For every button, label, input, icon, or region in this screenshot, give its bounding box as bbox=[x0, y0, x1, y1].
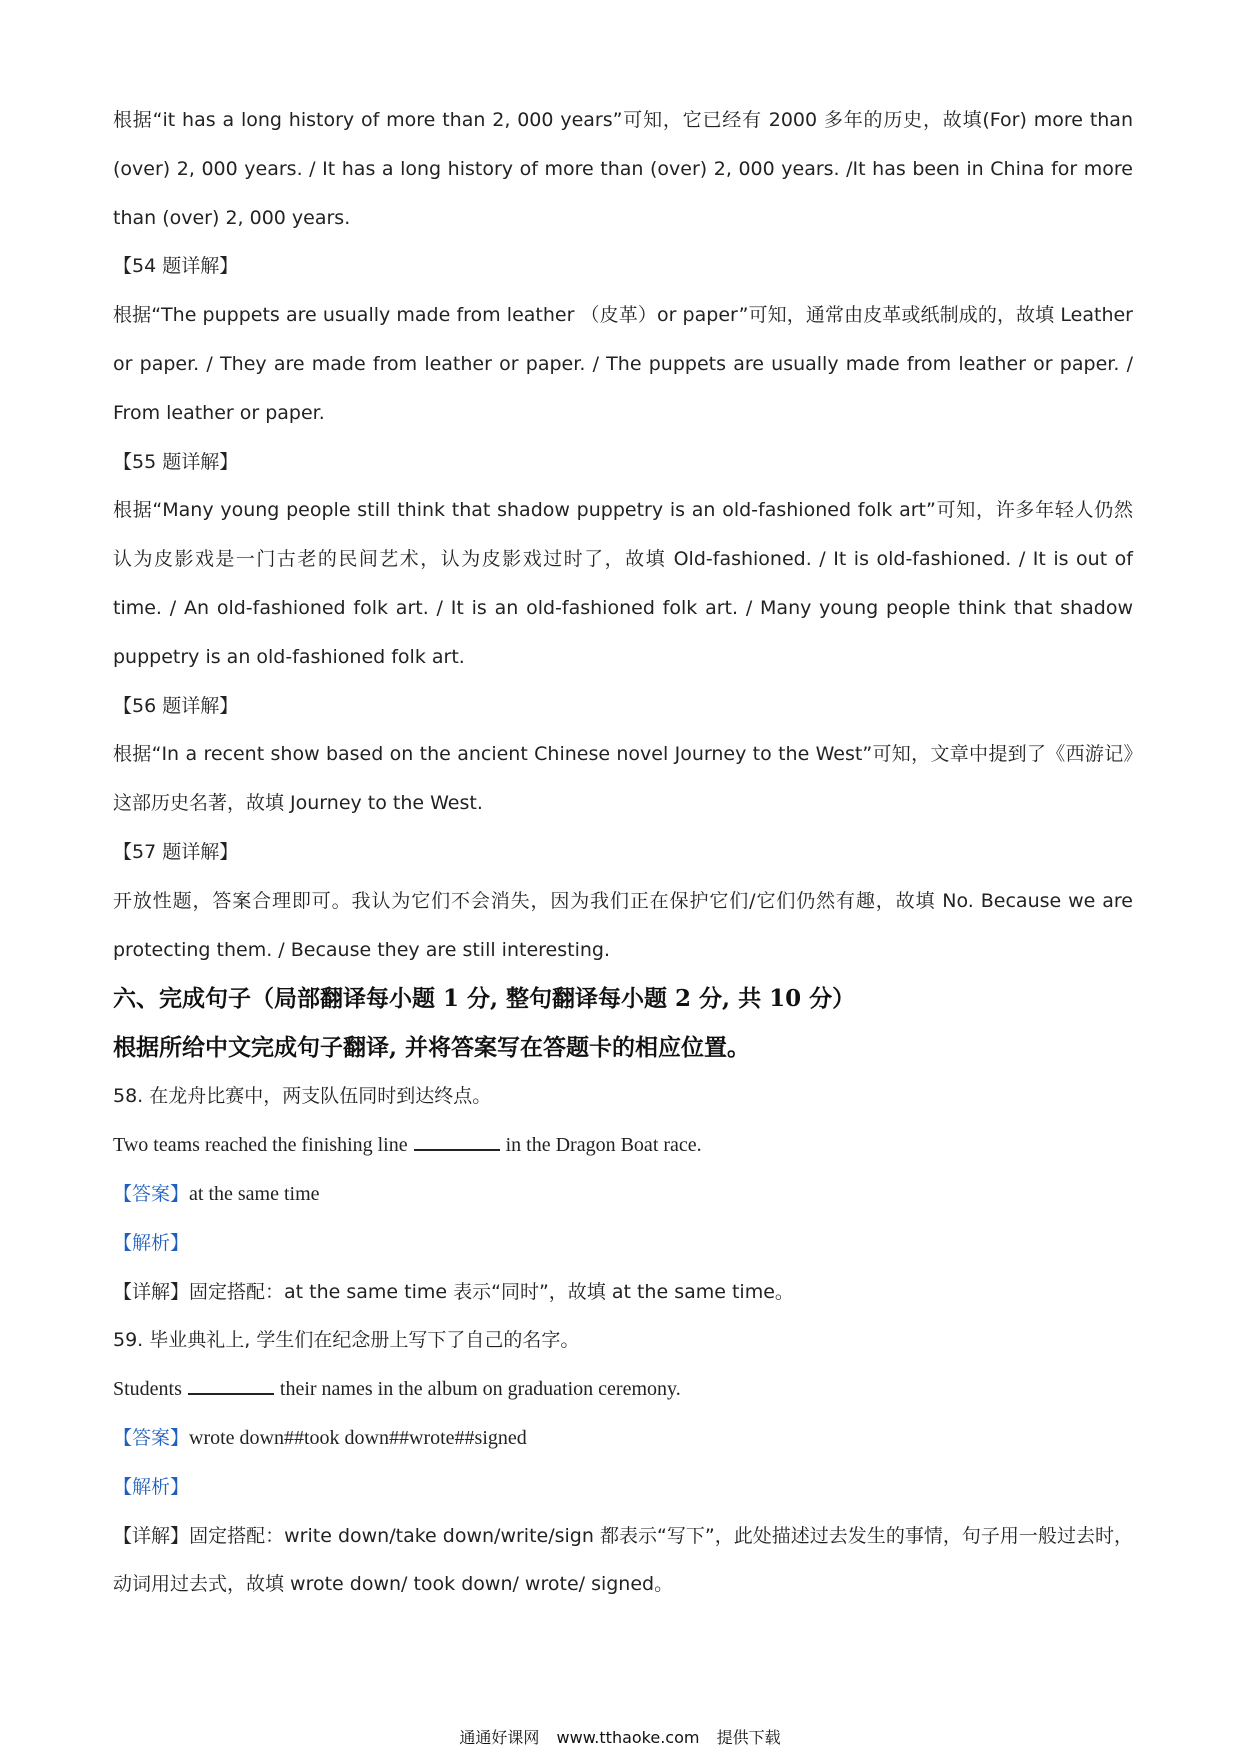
document-page bbox=[113, 96, 1133, 1609]
q58-detail-tag: 【详解】 bbox=[113, 1280, 190, 1303]
q54-heading: 【54 题详解】 bbox=[113, 255, 239, 278]
q53-explanation: 根据“it has a long history of more than 2, 000 years”可知，它已经有 2000 多年的历史，故填(For) more than (over) 2, 000 years. / It has a long history of more than (over) 2, 000 years. /It has been in China for more than (over) 2, 000 years. bbox=[113, 109, 1133, 229]
page-footer bbox=[0, 1725, 1240, 1748]
q54-explanation: 根据“The puppets are usually made from leather （皮革）or paper”可知，通常由皮革或纸制成的，故填 Leather or paper. / They are made from leather or paper. / The puppets are usually made from leather or paper. / From leather or paper. bbox=[113, 304, 1133, 424]
q59-detail-line bbox=[113, 1512, 1133, 1610]
q58-answer-tag: 【答案】 bbox=[113, 1182, 190, 1205]
q59-prompt: 59. 毕业典礼上, 学生们在纪念册上写下了自己的名字。 bbox=[113, 1329, 580, 1352]
q59-answer-tag: 【答案】 bbox=[113, 1426, 190, 1449]
footer-site-name: 通通好课网 bbox=[459, 1728, 540, 1747]
section6-instruction: 根据所给中文完成句子翻译, 并将答案写在答题卡的相应位置。 bbox=[113, 1034, 751, 1062]
q58-sentence-after: in the Dragon Boat race. bbox=[505, 1134, 702, 1157]
q58-answer-blank bbox=[414, 1131, 500, 1151]
q58-detail: 固定搭配：at the same time 表示“同时”，故填 at the same time。 bbox=[189, 1280, 794, 1303]
q58-analysis-tag: 【解析】 bbox=[113, 1231, 190, 1254]
q59-answer-blank bbox=[188, 1375, 274, 1395]
q59-analysis-tag: 【解析】 bbox=[113, 1475, 190, 1498]
q58-answer: at the same time bbox=[189, 1182, 320, 1205]
q59-detail: 固定搭配：write down/take down/write/sign 都表示“写下”，此处描述过去发生的事情，句子用一般过去时，动词用过去式，故填 wrote down/ took down/ wrote/ signed。 bbox=[113, 1524, 1133, 1596]
q59-detail-tag: 【详解】 bbox=[113, 1524, 190, 1547]
q56-explanation: 根据“In a recent show based on the ancient Chinese novel Journey to the West”可知，文章中提到了《西游记》这部历史名著，故填 Journey to the West. bbox=[113, 743, 1133, 815]
section6-title: 六、完成句子（局部翻译每小题 1 分, 整句翻译每小题 2 分, 共 10 分） bbox=[113, 985, 856, 1013]
q59-analysis-line bbox=[113, 1463, 1133, 1512]
q57-explanation: 开放性题，答案合理即可。我认为它们不会消失，因为我们正在保护它们/它们仍然有趣，故填 No. Because we are protecting them. / Because they are still interesting. bbox=[113, 889, 1133, 961]
q58-answer-line bbox=[113, 1170, 1133, 1219]
q55-heading: 【55 题详解】 bbox=[113, 450, 239, 473]
q59-sentence-after: their names in the album on graduation ceremony. bbox=[279, 1378, 681, 1401]
q57-heading: 【57 题详解】 bbox=[113, 840, 239, 863]
q58-sentence bbox=[113, 1121, 1133, 1170]
q59-answer: wrote down##took down##wrote##signed bbox=[189, 1426, 527, 1449]
q59-answer-line bbox=[113, 1414, 1133, 1463]
q58-detail-line bbox=[113, 1268, 1133, 1317]
footer-url[interactable]: www.tthaoke.com bbox=[556, 1728, 700, 1747]
q59-sentence-before: Students bbox=[113, 1378, 182, 1401]
q58-sentence-before: Two teams reached the finishing line bbox=[113, 1134, 408, 1157]
q58-analysis-line bbox=[113, 1219, 1133, 1268]
footer-note: 提供下载 bbox=[716, 1728, 781, 1747]
q59-sentence bbox=[113, 1365, 1133, 1414]
q56-heading: 【56 题详解】 bbox=[113, 694, 239, 717]
q58-prompt: 58. 在龙舟比赛中，两支队伍同时到达终点。 bbox=[113, 1085, 492, 1108]
q55-explanation: 根据“Many young people still think that shadow puppetry is an old-fashioned folk art”可知，许多年轻人仍然认为皮影戏是一门古老的民间艺术，认为皮影戏过时了，故填 Old-fashioned. / It is old-fashioned. / It is out of time. / An old-fashioned folk art. / It is an old-fashioned folk art. / Many young people think that shadow puppetry is an old-fashioned folk art. bbox=[113, 499, 1133, 668]
